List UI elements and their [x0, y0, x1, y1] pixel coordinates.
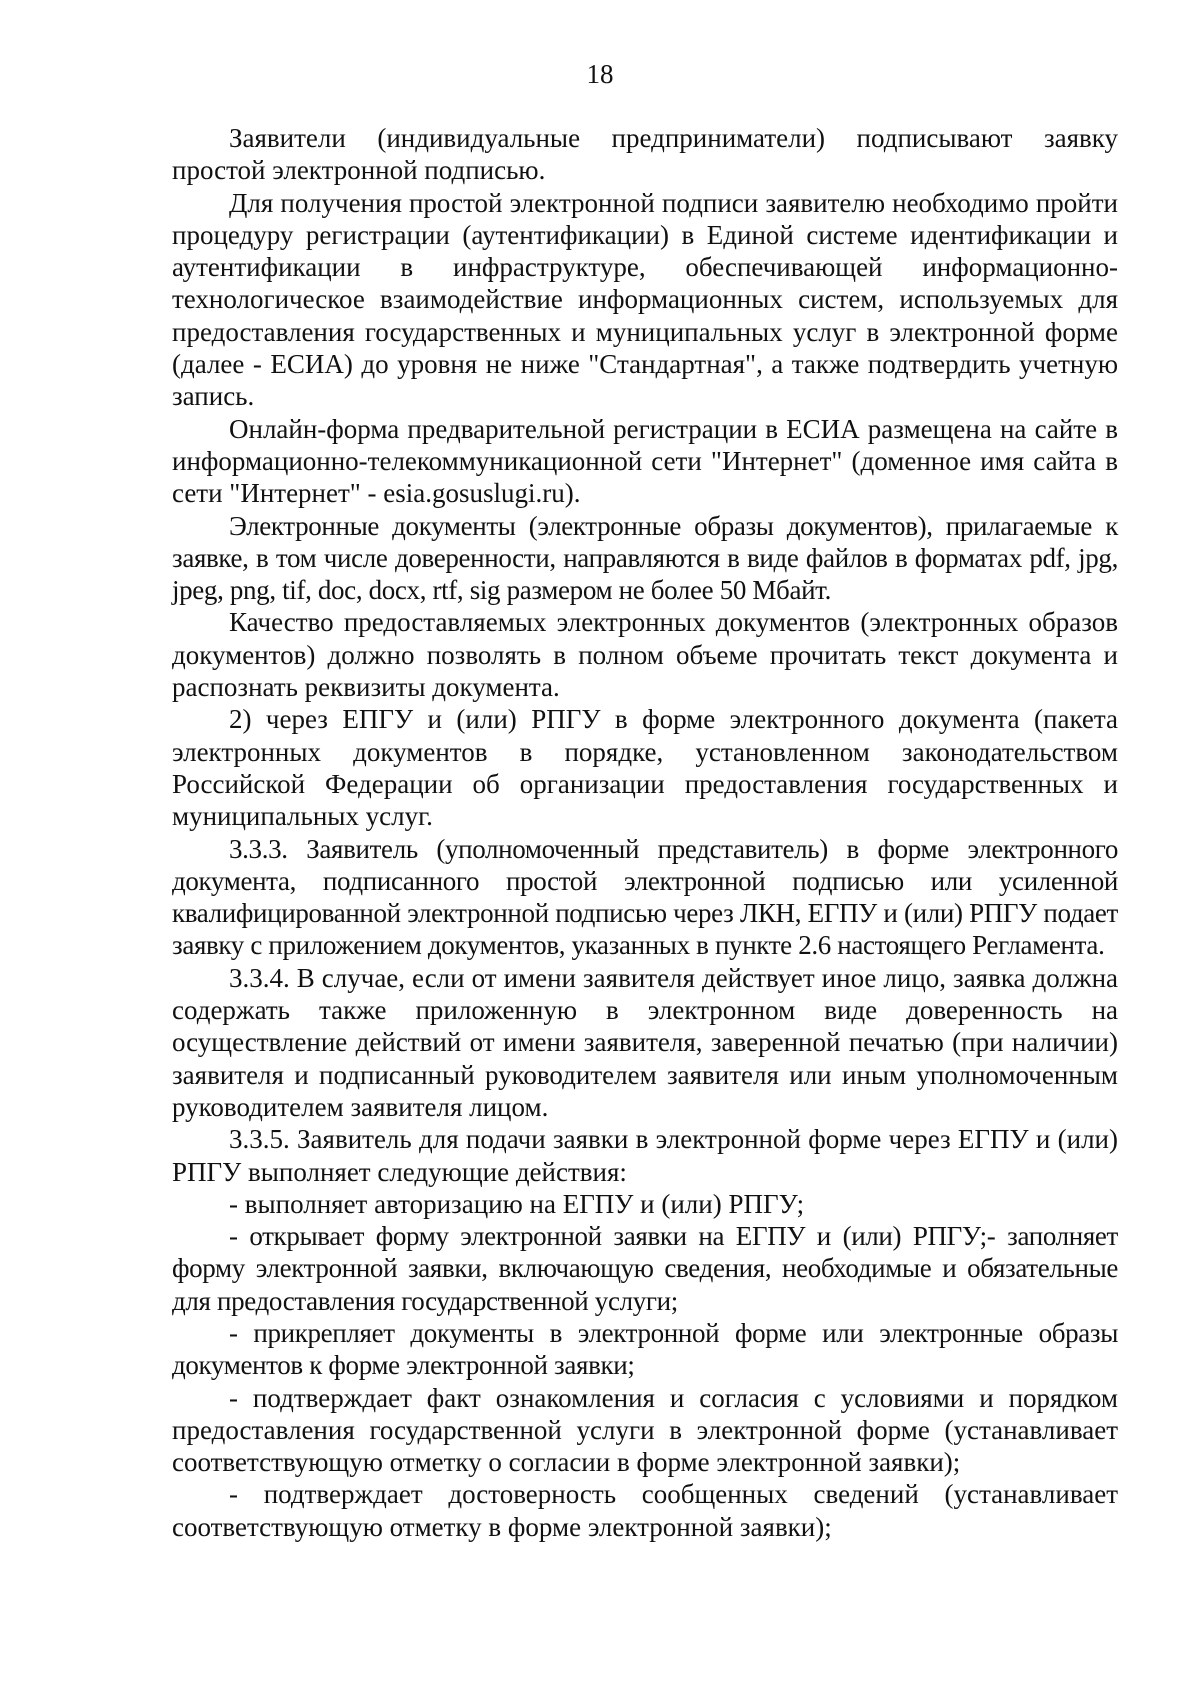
list-item-attach-documents: - прикрепляет документы в электронной форме или электронные образы документов к форме электронной заявки;: [172, 1317, 1118, 1381]
paragraph-3-3-4: 3.3.4. В случае, если от имени заявителя действует иное лицо, заявка должна содержать также приложенную в электронном виде доверенность на осуществление действий от имени заявителя, заверенной печатью (при наличии) заявителя и подписанный руководителем заявителя или иным уполномоченным руководителем заявителя лицом.: [172, 962, 1118, 1122]
list-item-open-form: - открывает форму электронной заявки на ЕГПУ и (или) РПГУ;- заполняет форму электронной заявки, включающую сведения, необходимые и обязательные для предоставления государственной услуги;: [172, 1221, 1118, 1316]
paragraph-document-quality: Качество предоставляемых электронных документов (электронных образов документов) должно позволять в полном объеме прочитать текст документа и распознать реквизиты документа.: [172, 607, 1118, 703]
paragraph-online-form: Онлайн-форма предварительной регистрации в ЕСИА размещена на сайте в информационно-телекоммуникационной сети "Интернет" (доменное имя сайта в сети "Интернет" - esia.gosuslugi.ru).: [172, 413, 1118, 509]
paragraph-esia-registration: Для получения простой электронной подписи заявителю необходимо пройти процедуру регистрации (аутентификации) в Единой системе идентификации и аутентификации в инфраструктуре, обеспечивающей информационно-технологическое взаимодействие информационных систем, используемых для предоставления государственных и муниципальных услуг в электронной форме (далее - ЕСИА) до уровня не ниже "Стандартная", а также подтвердить учетную запись.: [172, 187, 1118, 412]
list-item-authorization: - выполняет авторизацию на ЕГПУ и (или) РПГУ;: [229, 1188, 805, 1219]
paragraph-3-3-5: 3.3.5. Заявитель для подачи заявки в электронной форме через ЕГПУ и (или) РПГУ выполняет следующие действия:: [172, 1124, 1118, 1187]
paragraph-file-formats: Электронные документы (электронные образы документов), прилагаемые к заявке, в том числе доверенности, направляются в виде файлов в форматах pdf, jpg, jpeg, png, tif, doc, docx, rtf, sig размером не более 50 Мбайт.: [172, 510, 1118, 606]
page-number: 18: [586, 59, 614, 89]
paragraph-via-epgu: 2) через ЕПГУ и (или) РПГУ в форме электронного документа (пакета электронных документов в порядке, установленном законодательством Российской Федерации об организации предоставления государственных и муниципальных услуг.: [172, 704, 1118, 832]
paragraph-3-3-3: 3.3.3. Заявитель (уполномоченный представитель) в форме электронного документа, подписанного простой электронной подписью или усиленной квалифицированной электронной подписью через ЛКН, ЕГПУ и (или) РПГУ подает заявку с приложением документов, указанных в пункте 2.6 настоящего Регламента.: [172, 833, 1118, 961]
list-item-confirm-accuracy: - подтверждает достоверность сообщенных сведений (устанавливает соответствующую отметку в форме электронной заявки);: [172, 1479, 1118, 1542]
paragraph-applicants-signature: Заявители (индивидуальные предприниматели) подписывают заявку простой электронной подписью.: [172, 123, 1118, 186]
document-body: [172, 122, 1118, 1543]
list-item-confirm-consent: - подтверждает факт ознакомления и согласия с условиями и порядком предоставления государственной услуги в электронной форме (устанавливает соответствующую отметку о согласии в форме электронной заявки);: [172, 1382, 1118, 1478]
